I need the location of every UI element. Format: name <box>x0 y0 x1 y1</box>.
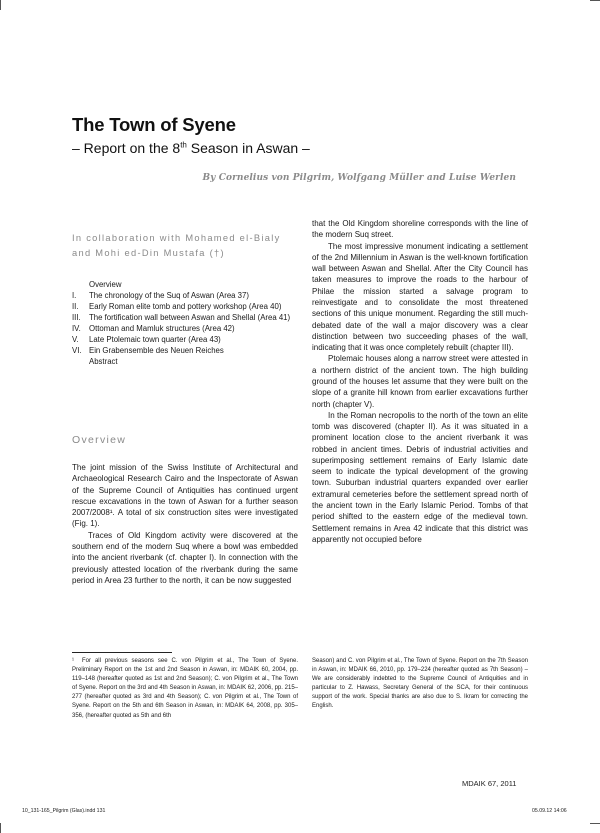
print-slug-file: 10_131-165_Pilgrim (Glas).indd 131 <box>22 808 106 814</box>
footnote-text: For all previous seasons see C. von Pilgrim et al., The Town of Syene. Preliminary Report on the 1st and 2nd Season in Aswan, in: MDAIK 60, 2004, pp. 119–148 (hereafter quoted as 1st and 2nd Season); C. von Pilgrim et al., The Town of Syene. Report on the 3rd and 4th Season in Aswan, in: MDAIK 62, 2006, pp. 215–277 (hereafter quoted as 3rd and 4th Season); C. von Pilgrim et al., The Town of Syene. Report on the 5th and 6th Season in Aswan, in: MDAIK 64, 2008, pp. 305–356, (hereafter quoted as 5th and 6th <box>72 658 298 719</box>
footnote-mark: ¹ <box>72 658 74 664</box>
overview-item-text: Late Ptolemaic town quarter (Area 43) <box>89 335 221 344</box>
overview-item-text: Early Roman elite tomb and pottery workshop (Area 40) <box>89 302 282 311</box>
subtitle-sup: th <box>180 140 187 150</box>
overview-item <box>72 312 298 323</box>
footnote-left <box>72 657 298 721</box>
crop-mark <box>590 823 600 824</box>
overview-item <box>72 334 298 345</box>
overview-list-abstract: Abstract <box>89 357 118 366</box>
overview-item-number: III. <box>72 313 81 322</box>
crop-mark <box>0 823 1 833</box>
subtitle-suffix: Season in Aswan – <box>186 140 310 156</box>
article-subtitle <box>72 140 310 156</box>
overview-item-text: Ein Grabensemble des Neuen Reiches <box>89 346 224 355</box>
collaboration-note: In collaboration with Mohamed el-Bialy and Mohi ed-Din Mustafa (†) <box>72 233 281 258</box>
overview-item-text: Ottoman and Mamluk structures (Area 42) <box>89 324 235 333</box>
overview-contents-list <box>72 279 298 367</box>
body-paragraph: The most impressive monument indicating a settlement of the 2nd Millennium in Aswan is the well-known fortification wall between Aswan and Shellal. After the City Council has taken measures to improve the roads to the harbour of Philae the mission started a salvage program to reinvestigate and to consolidate the most threatened sections of this unique monument. Regarding the still much-debated date of the wall a major discovery was a clear distinction between two succeeding phases of the wall, indicating that it was once completely rebuilt (chapter III). <box>312 241 528 353</box>
crop-mark <box>0 0 1 10</box>
journal-reference: MDAIK 67, 2011 <box>462 779 517 788</box>
overview-item <box>72 345 298 356</box>
overview-item-text: The chronology of the Suq of Aswan (Area 37) <box>89 291 249 300</box>
footnote-right: Season) and C. von Pilgrim et al., The Town of Syene. Report on the 7th Season in Aswan, in: MDAIK 66, 2010, pp. 179–224 (hereafter quoted as 7th Season) – We are considerably indebted to the Supreme Council of Antiquities and in particular to Z. Hawass, Secretary General of the SCA, for their continuous support of the work. Special thanks are also due to S. Ikram for correcting the English. <box>312 658 528 710</box>
overview-list-heading: Overview <box>89 280 122 289</box>
body-paragraph: The joint mission of the Swiss Institute of Architectural and Archaeological Research Cairo and the Inspectorate of Aswan of the Supreme Council of Antiquities has continued urgent rescue excavations in the town of Aswan for a further season 2007/2008¹. A total of six construction sites were investigated (Fig. 1). <box>72 463 298 529</box>
overview-item-number: I. <box>72 291 77 300</box>
body-paragraph: Traces of Old Kingdom activity were discovered at the southern end of the modern Suq where a bowl was embedded into the ancient riverbank (cf. chapter I). In connection with the previously attested location of the riverbank during the same period in Area 23 further to the north, it can be now suggested <box>72 530 298 585</box>
overview-item-text: The fortification wall between Aswan and Shellal (Area 41) <box>89 313 291 322</box>
footnote-rule <box>72 652 172 653</box>
author-line: By Cornelius von Pilgrim, Wolfgang Müller and Luise Werlen <box>202 173 516 183</box>
body-paragraph: Ptolemaic houses along a narrow street were attested in a northern district of the ancient town. The high building ground of the houses let assume that they were built on the slope of a granite hill known from earlier excavations further north (chapter V). <box>312 354 528 409</box>
right-body-column <box>312 218 528 545</box>
left-body-column <box>72 462 298 586</box>
overview-item-number: V. <box>72 335 79 344</box>
overview-item-number: II. <box>72 302 79 311</box>
overview-item-number: VI. <box>72 346 82 355</box>
body-paragraph: In the Roman necropolis to the north of the town an elite tomb was discovered (chapter II). As it was situated in a prominent location close to the ancient riverbank it was robbed in ancient times. Debris of industrial activities and superimposing settlement remains of Early Islamic date seem to indicate the typical development of the growing town. Suburban industrial quarters expanded over earlier extramural cemeteries before the settlement spread north of the ancient town in the Early Islamic Period. Tombs of that period shifted to the eastern edge of the medieval town. Settlement remains in Area 42 indicate that this district was apparently not occupied before <box>312 410 528 544</box>
body-paragraph: that the Old Kingdom shoreline corresponds with the line of the modern Suq street. <box>312 219 528 240</box>
overview-item <box>72 290 298 301</box>
crop-mark <box>590 0 600 1</box>
article-title: The Town of Syene <box>72 114 236 135</box>
print-slug-date: 05.09.12 14:06 <box>532 808 567 814</box>
overview-item <box>72 301 298 312</box>
subtitle-prefix: – Report on the 8 <box>72 140 181 156</box>
overview-item <box>72 323 298 334</box>
section-heading-overview: Overview <box>72 434 127 446</box>
overview-item-number: IV. <box>72 324 81 333</box>
